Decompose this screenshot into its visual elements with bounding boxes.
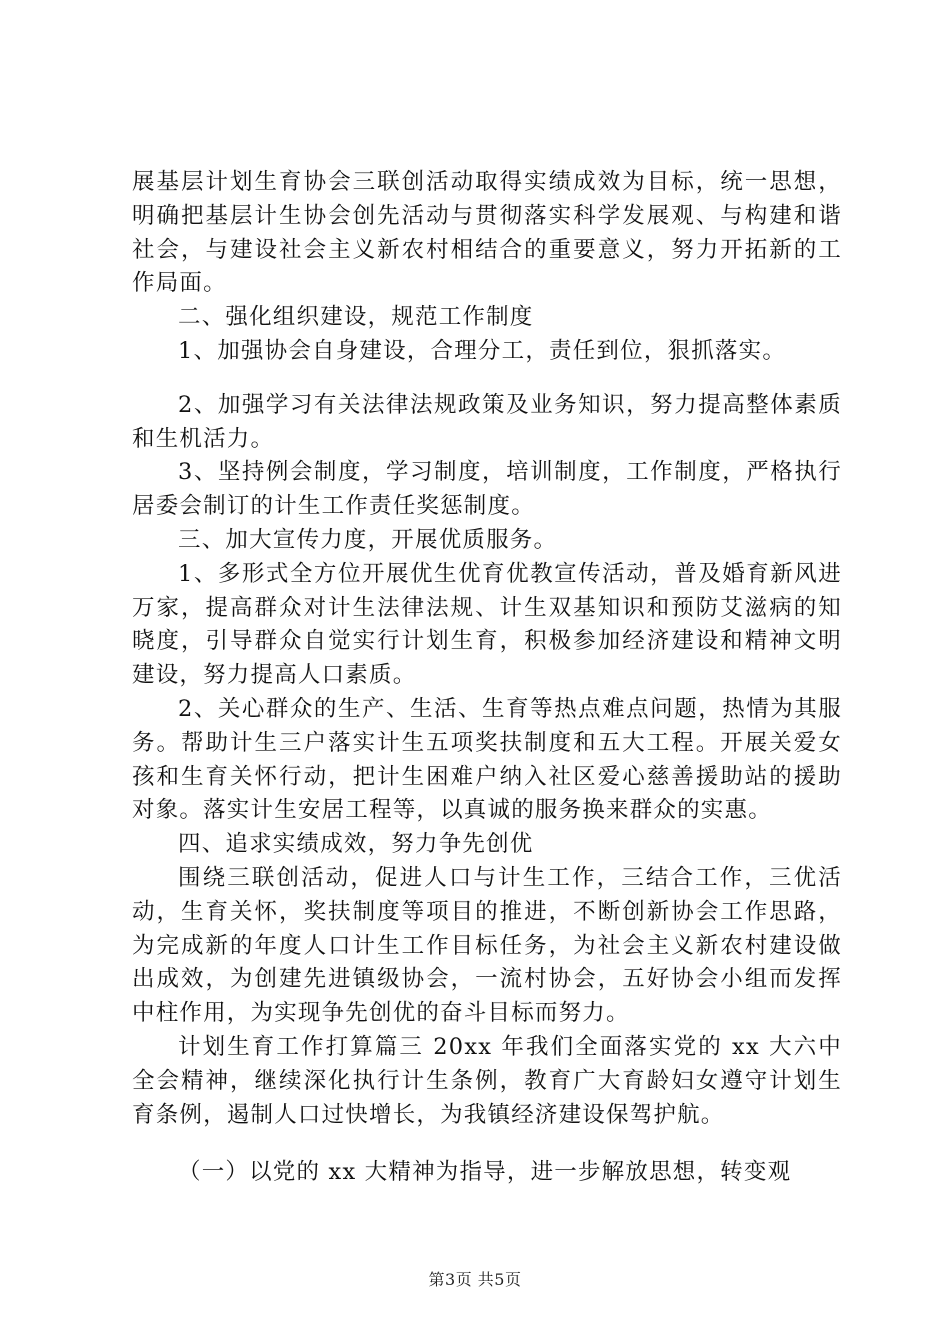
list-item-2-1: 1、加强协会自身建设，合理分工，责任到位，狠抓落实。 <box>178 337 787 364</box>
paragraph-article-3-intro: 计划生育工作打算篇三 20xx 年我们全面落实党的 xx 大六中全会精神，继续深化执行计生条例，教育广大育龄妇女遵守计划生育条例，遏制人口过快增长，为我镇经济建设保驾护航。 <box>132 1033 842 1128</box>
section-heading-2: 二、强化组织建设，规范工作制度 <box>178 304 534 331</box>
paragraph-section-4: 围绕三联创活动，促进人口与计生工作，三结合工作，三优活动，生育关怀，奖扶制度等项目的推进，不断创新协会工作思路，为完成新的年度人口计生工作目标任务，为社会主义新农村建设做出成效，为创建先进镇级协会，一流村协会，五好协会小组而发挥中柱作用，为实现争先创优的奋斗目标而努力。 <box>132 864 842 1027</box>
section-heading-3: 三、加大宣传力度，开展优质服务。 <box>178 526 558 553</box>
list-item-article-3-1: （一）以党的 xx 大精神为指导，进一步解放思想，转变观 <box>178 1159 792 1186</box>
paragraph-continuation: 展基层计划生育协会三联创活动取得实绩成效为目标，统一思想，明确把基层计生协会创先活动与贯彻落实科学发展观、与构建和谐社会，与建设社会主义新农村相结合的重要意义，努力开拓新的工作局面。 <box>132 169 842 297</box>
section-heading-4: 四、追求实绩成效，努力争先创优 <box>178 831 534 858</box>
page-footer: 第3页 共5页 <box>428 1270 522 1289</box>
list-item-2-3: 3、坚持例会制度，学习制度，培训制度，工作制度，严格执行居委会制订的计生工作责任奖惩制度。 <box>132 459 842 520</box>
list-item-2-2: 2、加强学习有关法律法规政策及业务知识，努力提高整体素质和生机活力。 <box>132 391 842 452</box>
list-item-3-2: 2、关心群众的生产、生活、生育等热点难点问题，热情为其服务。帮助计生三户落实计生五项奖扶制度和五大工程。开展关爱女孩和生育关怀行动，把计生困难户纳入社区爱心慈善援助站的援助对象。落实计生安居工程等，以真诚的服务换来群众的实惠。 <box>132 695 842 824</box>
document-body <box>132 166 842 1190</box>
list-item-3-1: 1、多形式全方位开展优生优育优教宣传活动，普及婚育新风进万家，提高群众对计生法律法规、计生双基知识和预防艾滋病的知晓度，引导群众自觉实行计划生育，积极参加经济建设和精神文明建设，努力提高人口素质。 <box>132 560 842 689</box>
